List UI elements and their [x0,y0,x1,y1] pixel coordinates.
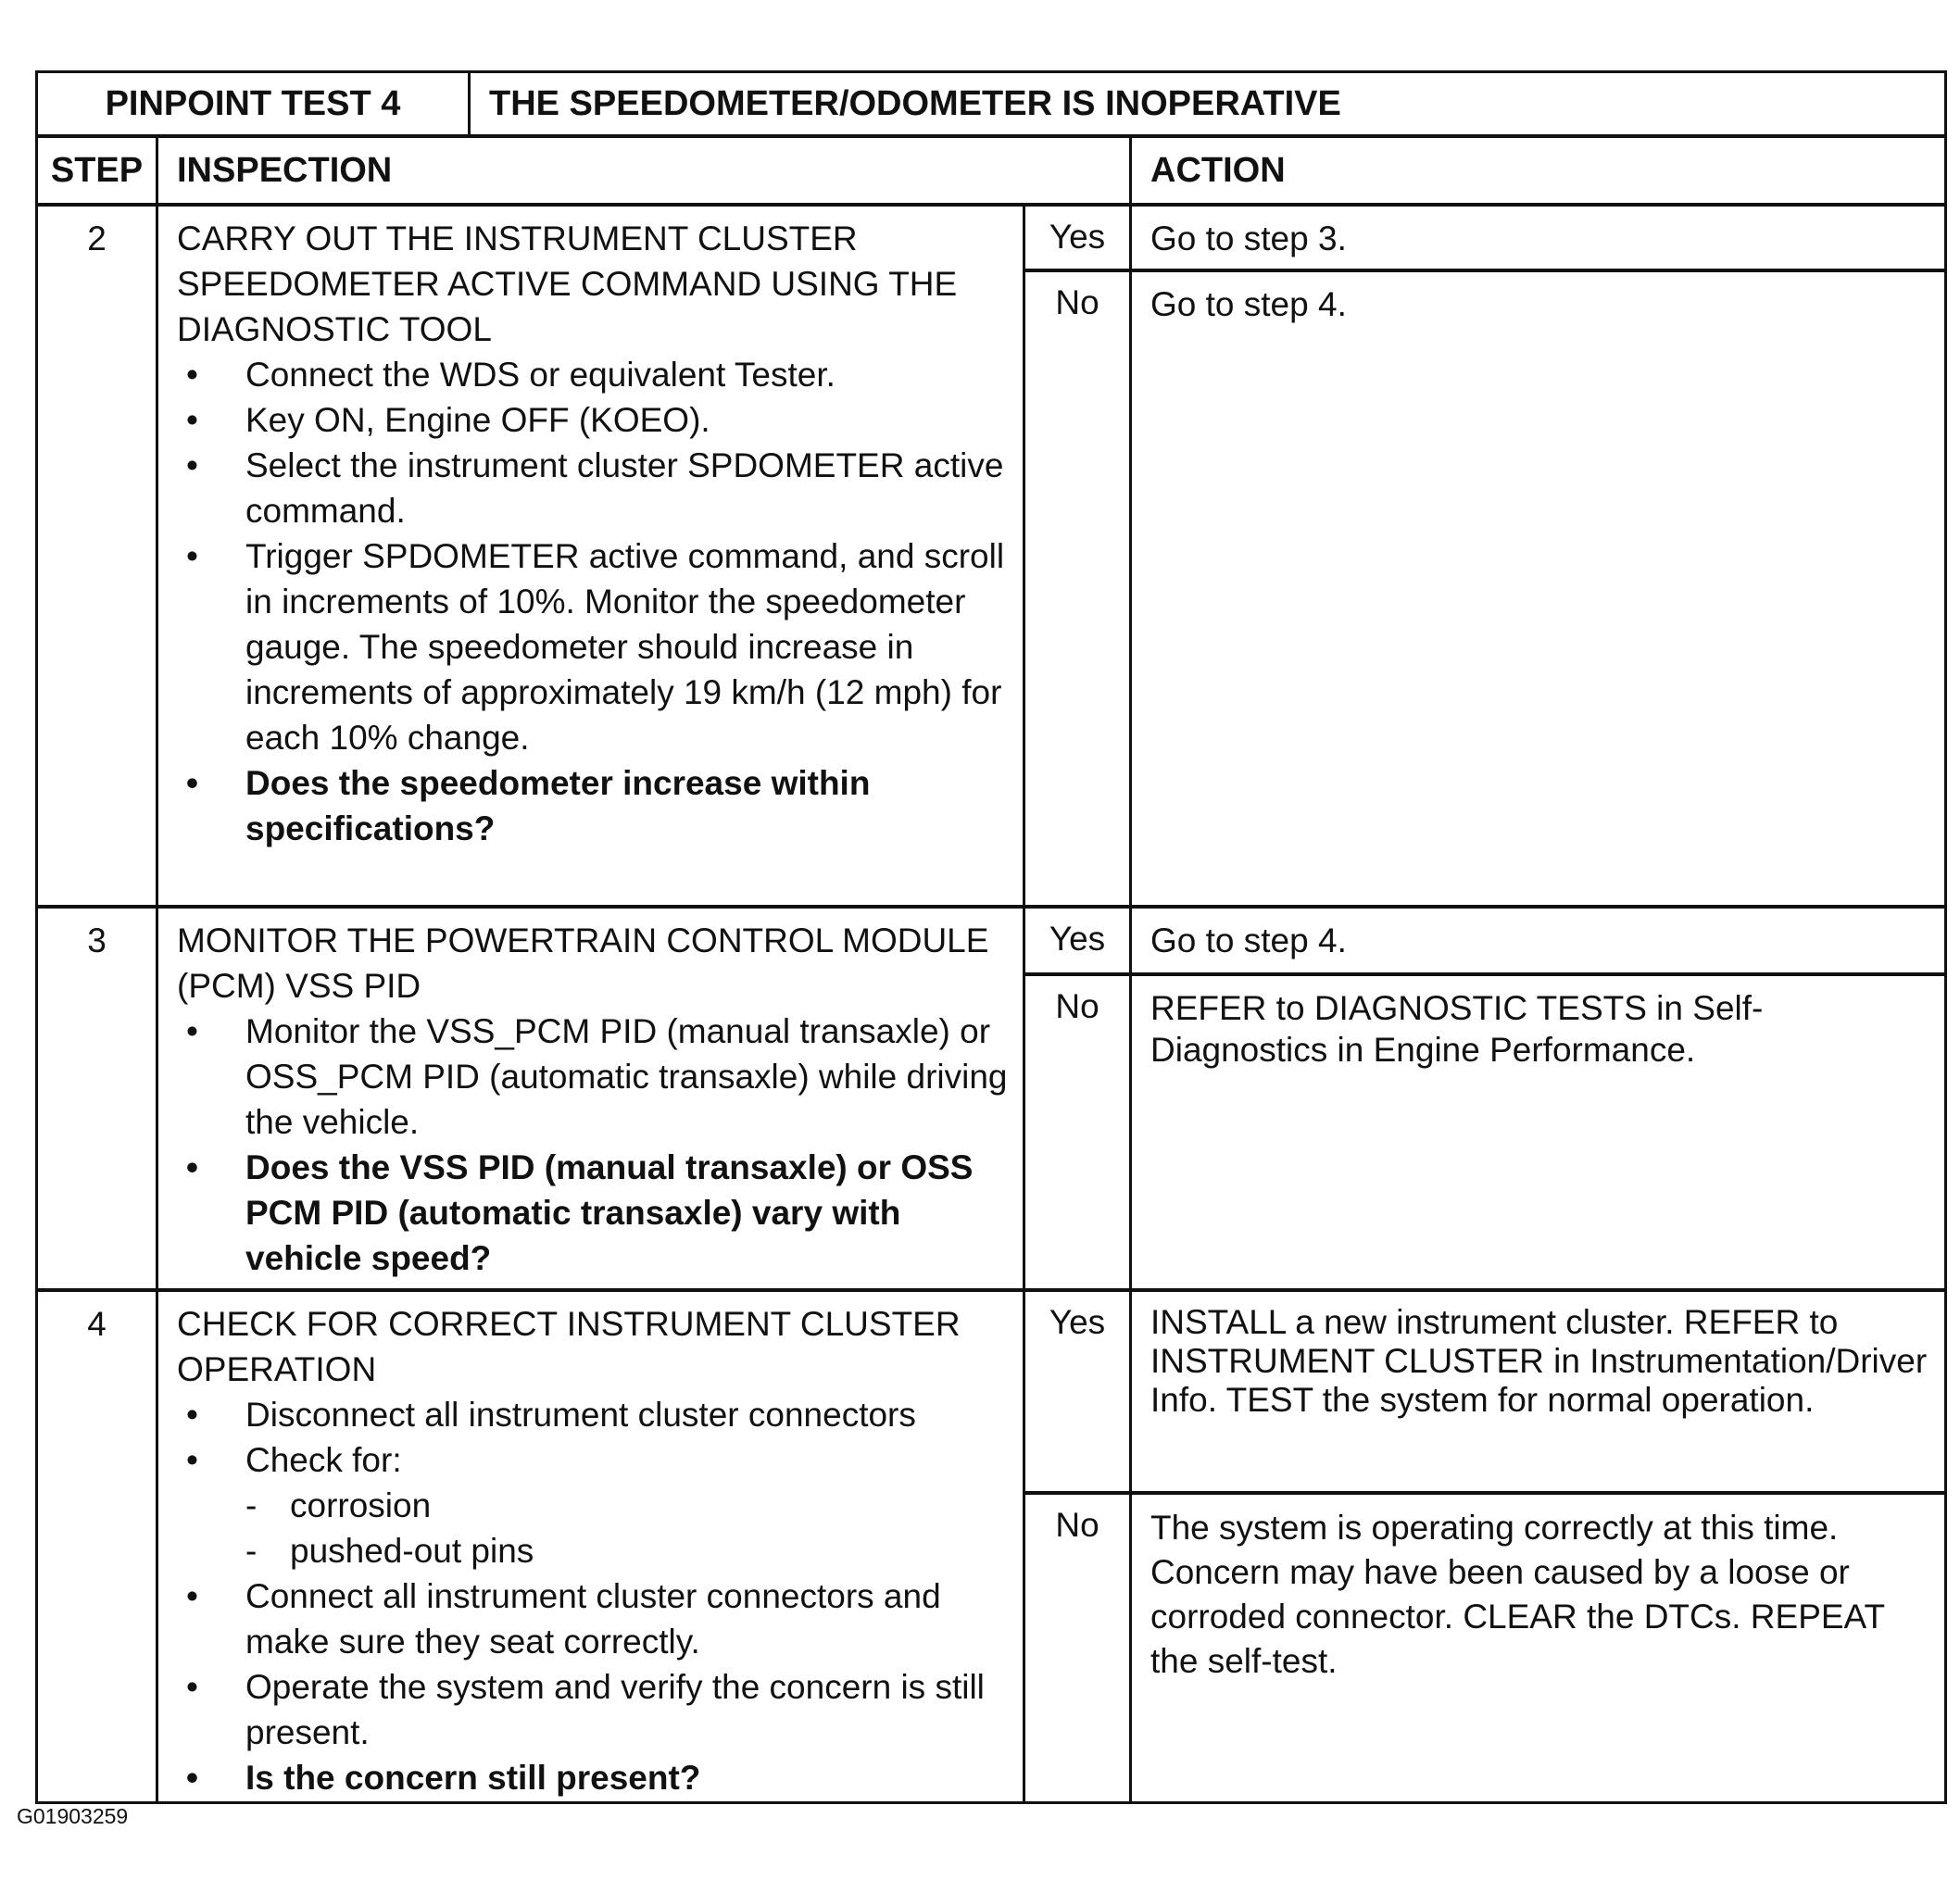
yes-label: Yes [1025,1292,1129,1495]
inspection-bullet: • Operate the system and verify the concern is still present. [177,1664,1015,1755]
pinpoint-test-table [35,70,1947,1804]
inspection-bullet: • Disconnect all instrument cluster connectors [177,1392,1015,1437]
inspection-question: • Is the concern still present? [177,1755,1015,1800]
action-cell [1132,207,1944,909]
yes-no-cell [1025,909,1132,1292]
yes-label: Yes [1025,909,1129,976]
yes-no-cell [1025,1292,1132,1801]
test-description: THE SPEEDOMETER/ODOMETER IS INOPERATIVE [489,83,1341,123]
yes-action: INSTALL a new instrument cluster. REFER to INSTRUMENT CLUSTER in Instrumentation/Driver Info. TEST the system for normal operation. [1132,1292,1944,1495]
no-label: No [1055,1506,1099,1544]
inspection-bullet: • Select the instrument cluster SPDOMETER active command. [177,443,1015,533]
inspection-bullet: • Check for: [177,1437,1015,1483]
no-action: Go to step 4. [1150,285,1347,323]
inspection-heading: CARRY OUT THE INSTRUMENT CLUSTER SPEEDOMETER ACTIVE COMMAND USING THE DIAGNOSTIC TOOL [177,219,958,348]
inspection-bullet: • Key ON, Engine OFF (KOEO). [177,397,1015,443]
inspection-heading: MONITOR THE POWERTRAIN CONTROL MODULE (PCM) VSS PID [177,921,989,1005]
inspection-question: • Does the VSS PID (manual transaxle) or OSS PCM PID (automatic transaxle) vary with vehicle speed? [177,1145,1015,1281]
no-action: The system is operating correctly at this time. Concern may have been caused by a loose or corroded connector. CLEAR the DTCs. REPEAT the self-test. [1150,1509,1885,1680]
header-action: ACTION [1132,138,1944,207]
inspection-heading: CHECK FOR CORRECT INSTRUMENT CLUSTER OPERATION [177,1305,961,1388]
inspection-bullet: • Trigger SPDOMETER active command, and scroll in increments of 10%. Monitor the speedometer gauge. The speedometer should increase in increments of approximately 19 km/h (12 mph) for each 10% change. [177,533,1015,760]
title-row [38,73,1944,138]
yes-action: Go to step 4. [1132,909,1944,976]
inspection-bullet: • Monitor the VSS_PCM PID (manual transaxle) or OSS_PCM PID (automatic transaxle) while driving the vehicle. [177,1009,1015,1145]
step-number: 2 [38,207,158,909]
header-inspection: INSPECTION [158,138,1132,207]
yes-no-cell [1025,207,1132,909]
inspection-question: • Does the speedometer increase within specifications? [177,760,1015,851]
header-step: STEP [38,138,158,207]
test-label: PINPOINT TEST 4 [38,73,471,134]
step-number: 3 [38,909,158,1292]
inspection-bullet: • Connect all instrument cluster connectors and make sure they seat correctly. [177,1573,1015,1664]
inspection-list [177,1392,1015,1800]
step-number: 4 [38,1292,158,1801]
no-label: No [1055,283,1099,321]
inspection-cell [158,207,1025,909]
inspection-list [177,1009,1015,1281]
action-cell [1132,1292,1944,1801]
figure-code: G01903259 [17,1804,129,1828]
inspection-cell [158,1292,1025,1801]
check-subitem: - corrosion [177,1483,1015,1528]
check-subitem: - pushed-out pins [177,1528,1015,1573]
no-action: REFER to DIAGNOSTIC TESTS in Self-Diagnostics in Engine Performance. [1150,989,1764,1069]
yes-label: Yes [1025,207,1129,272]
inspection-bullet: • Connect the WDS or equivalent Tester. [177,352,1015,397]
inspection-list [177,352,1015,851]
yes-action: Go to step 3. [1132,207,1944,272]
action-cell [1132,909,1944,1292]
no-label: No [1055,987,1099,1025]
inspection-cell [158,909,1025,1292]
